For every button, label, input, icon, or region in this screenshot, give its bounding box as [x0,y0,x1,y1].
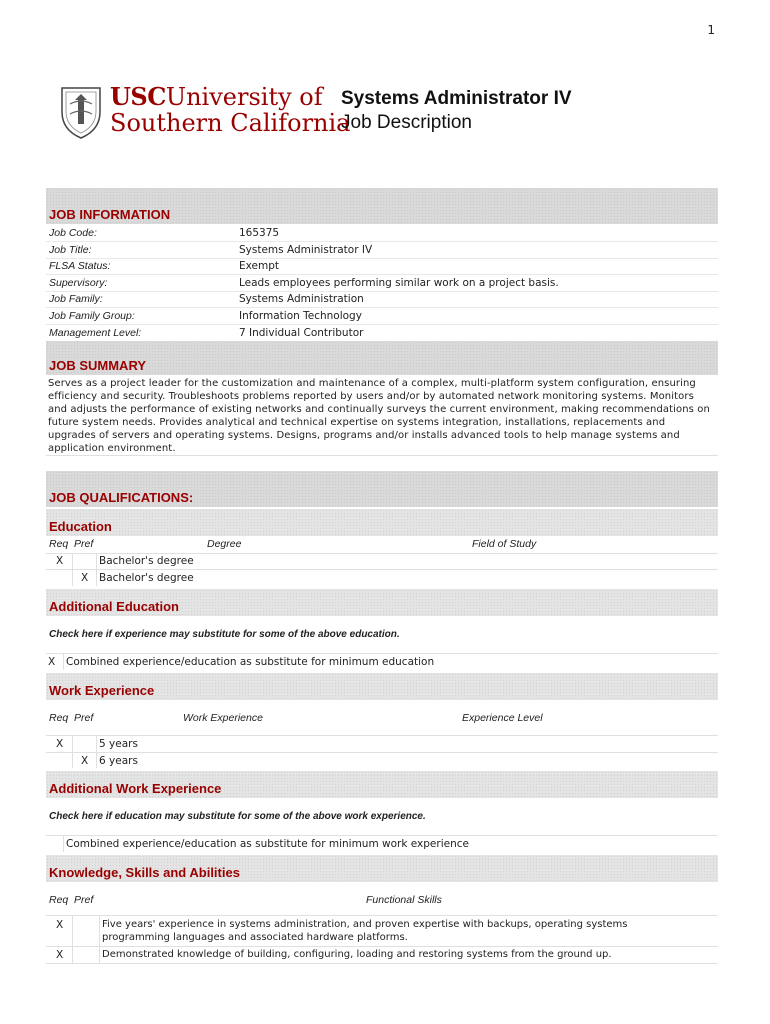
additional-education-mark: X [48,656,56,668]
work-row-1-req: X [56,738,64,750]
page-number: 1 [707,23,715,37]
job-info-label: Supervisory: [49,276,108,289]
divider [46,735,718,736]
job-info-value: Leads employees performing similar work on a project basis. [239,276,559,289]
divider [72,915,73,963]
divider [99,915,100,963]
job-info-row [46,225,718,242]
additional-education-note: Check here if experience may substitute for some of the above education. [49,629,400,640]
additional-work-experience-header [46,771,718,798]
work-col-req: Req [49,712,69,724]
job-qualifications-header [46,471,718,507]
usc-seal-icon [58,84,104,140]
job-info-row [46,258,718,275]
education-row-2-pref: X [81,572,89,584]
divider [46,653,718,654]
job-info-value: Exempt [239,260,279,273]
additional-education-heading: Additional Education [49,599,179,614]
job-info-row [46,308,718,325]
education-row-2-degree: Bachelor's degree [99,572,194,584]
job-info-row [46,325,718,342]
job-info-label: Job Code: [49,227,97,239]
job-info-row [46,275,718,292]
divider [46,963,718,964]
usc-line2: Southern California [110,109,351,137]
work-experience-header [46,673,718,700]
job-info-value: Systems Administrator IV [239,243,373,256]
additional-work-text: Combined experience/education as substitute for minimum work experience [66,838,469,850]
education-col-pref: Pref [74,538,94,550]
job-info-row [46,242,718,259]
job-information-header [46,188,718,224]
usc-bold: USC [110,82,166,111]
work-row-2-value: 6 years [99,755,138,767]
work-col-experience: Work Experience [183,712,263,724]
job-info-value: 7 Individual Contributor [239,326,364,339]
additional-education-text: Combined experience/education as substitute for minimum education [66,656,435,668]
job-summary-header [46,341,718,375]
education-row-1-degree: Bachelor's degree [99,555,194,567]
job-info-value: Systems Administration [239,293,364,306]
work-row-1-value: 5 years [99,738,138,750]
divider [46,835,718,836]
additional-work-experience-heading: Additional Work Experience [49,781,222,796]
divider [46,553,718,554]
job-info-value: Information Technology [239,310,362,322]
divider [46,455,718,456]
divider [63,653,64,670]
usc-line1: University of [165,83,323,111]
job-info-label: Management Level: [49,326,142,339]
divider [46,569,718,570]
job-info-label: Job Family: [49,293,103,306]
work-col-level: Experience Level [462,712,543,724]
education-col-field: Field of Study [472,538,537,550]
work-experience-heading: Work Experience [49,683,155,698]
work-col-pref: Pref [74,712,94,724]
job-qualifications-heading: JOB QUALIFICATIONS: [49,490,194,505]
job-info-label: Job Title: [49,243,92,256]
ksa-heading: Knowledge, Skills and Abilities [49,865,240,880]
ksa-row-1-req: X [56,919,64,931]
job-info-label: FLSA Status: [49,260,111,273]
job-information-heading: JOB INFORMATION [49,207,171,222]
education-row-1-req: X [56,555,64,567]
ksa-header [46,855,718,882]
education-heading: Education [49,519,112,534]
usc-logo [58,82,351,140]
job-summary-text: Serves as a project leader for the customization and maintenance of a complex, multi-platform system configuration, ensuring efficiency and security. Troubleshoots problems reported by users and/or by automated network monitoring systems. Monitors and adjusts the performance of existing networks and continually surveys the current environment, making recommendations on future system needs. Provides analytical and technical expertise on systems integration, installations, replacements and upgrades of servers and operating systems. Designs, programs and/or installs advanced tools to help manage systems and application environment. [48,378,710,454]
ksa-row-2-line1: Demonstrated knowledge of building, configuring, loading and restoring systems from the ground up. [102,949,612,960]
job-info-row [46,291,718,308]
usc-wordmark [110,84,350,136]
ksa-row-1-line1: Five years' experience in systems administration, and proven expertise with backups, operating systems [102,919,628,930]
divider [46,946,718,947]
document-subtitle: Job Description [341,112,472,133]
ksa-col-req: Req [49,894,69,906]
job-summary-heading: JOB SUMMARY [49,358,147,373]
document-title: Systems Administrator IV [341,88,572,109]
education-col-degree: Degree [207,538,242,550]
divider [46,752,718,753]
divider [63,835,64,852]
ksa-row-2-req: X [56,949,64,961]
education-col-req: Req [49,538,69,550]
job-info-label: Job Family Group: [49,310,135,322]
additional-education-header [46,589,718,616]
ksa-col-pref: Pref [74,894,94,906]
education-header [46,509,718,536]
work-row-2-pref: X [81,755,89,767]
ksa-col-skills: Functional Skills [366,894,442,906]
ksa-row-1-line2: programming languages and associated hardware platforms. [102,932,408,943]
divider [46,915,718,916]
additional-work-note: Check here if education may substitute for some of the above work experience. [49,811,426,822]
job-info-value: 165375 [239,227,280,239]
